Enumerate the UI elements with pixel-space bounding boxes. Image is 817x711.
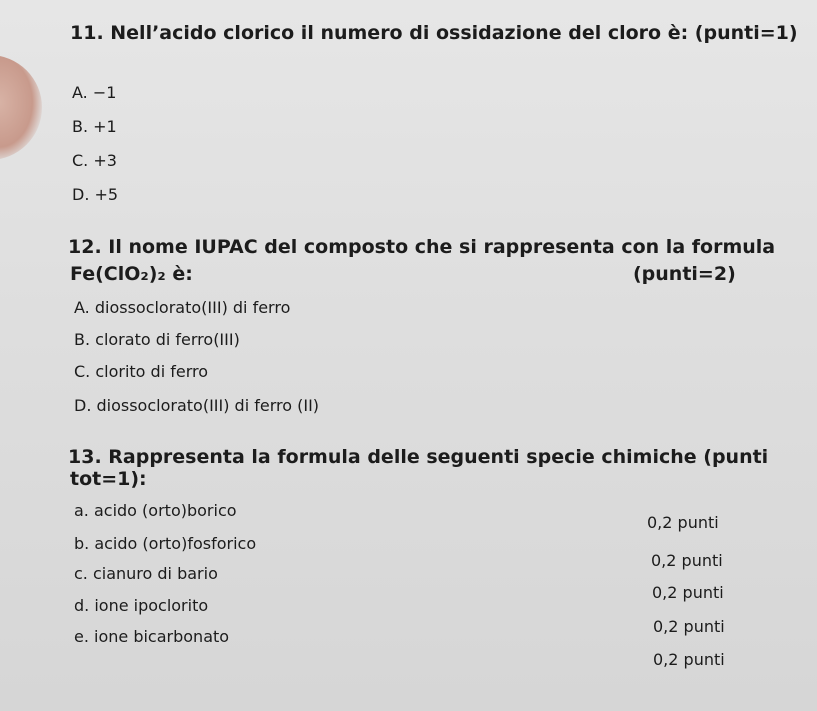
q12-option-b: B. clorato di ferro(III) [74, 330, 240, 349]
q13-stem: 13. Rappresenta la formula delle seguenti specie chimiche (punti [68, 446, 769, 468]
q13-points-e: 0,2 punti [653, 650, 725, 669]
q11-option-c: C. +3 [72, 151, 117, 170]
q12-option-a: A. diossoclorato(III) di ferro [74, 298, 291, 317]
q12-formula: Fe(ClO₂)₂ è: [70, 263, 193, 285]
q13-item-d: d. ione ipoclorito [74, 596, 209, 615]
q13-points-c: 0,2 punti [652, 583, 724, 602]
finger-shadow [0, 55, 42, 160]
q13-item-e: e. ione bicarbonato [74, 627, 230, 646]
q13-points-d: 0,2 punti [653, 617, 725, 636]
q12-option-c: C. clorito di ferro [74, 362, 209, 381]
q11-option-a: A. −1 [72, 83, 117, 102]
q11-option-d: D. +5 [72, 185, 119, 204]
q13-points-a: 0,2 punti [647, 513, 719, 532]
q13-item-c: c. cianuro di bario [74, 564, 218, 583]
q12-option-d: D. diossoclorato(III) di ferro (II) [74, 396, 320, 415]
q13-item-a: a. acido (orto)borico [74, 501, 237, 520]
q11-stem: 11. Nell’acido clorico il numero di ossidazione del cloro è: (punti=1) [70, 22, 798, 44]
q13-item-b: b. acido (orto)fosforico [74, 534, 257, 553]
q11-option-b: B. +1 [72, 117, 117, 136]
q12-points: (punti=2) [633, 263, 736, 285]
q13-stem-continued: tot=1): [70, 468, 147, 490]
q12-stem: 12. Il nome IUPAC del composto che si rappresenta con la formula [68, 236, 776, 258]
q13-points-b: 0,2 punti [651, 551, 723, 570]
